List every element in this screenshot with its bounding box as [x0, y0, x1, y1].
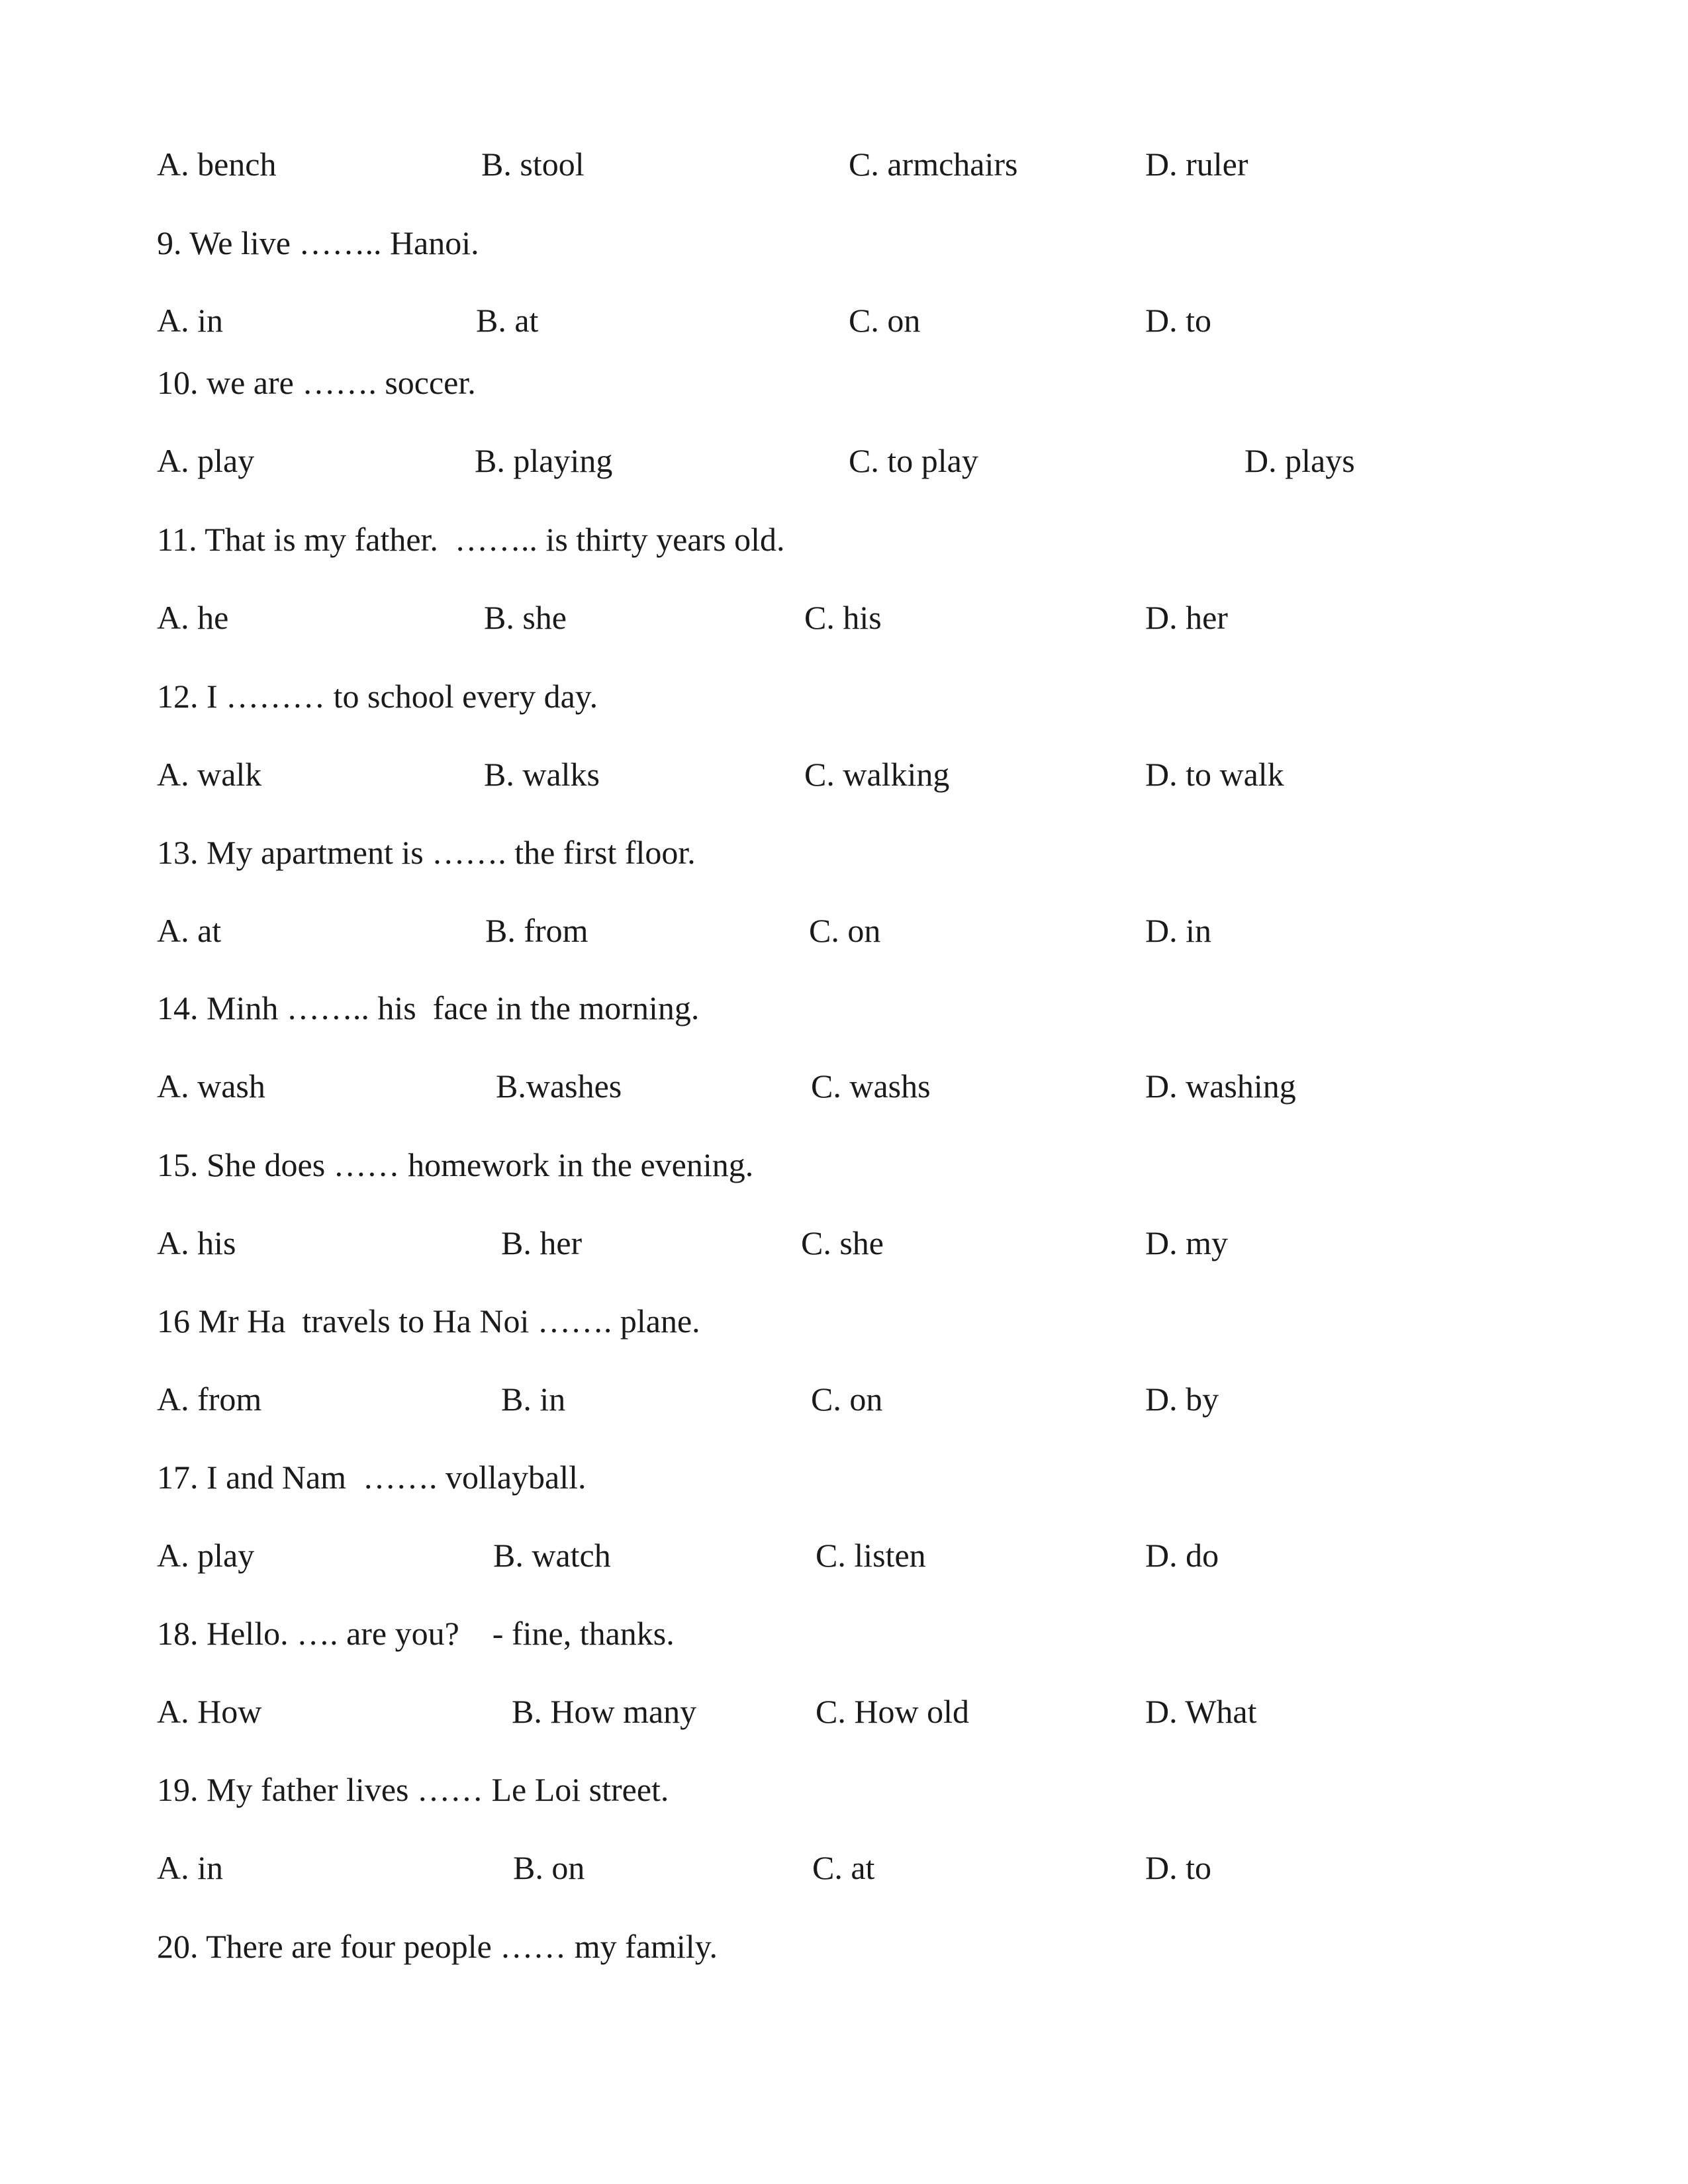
option-d: D. my [1145, 1224, 1228, 1261]
option-a: A. in [157, 1849, 223, 1886]
option-c: C. on [811, 1381, 883, 1418]
answer-options [0, 1220, 1688, 1266]
option-a: A. his [157, 1224, 236, 1261]
option-d: D. her [1145, 599, 1228, 636]
question-text: 12. I ……… to school every day. [157, 678, 598, 715]
option-c: C. on [849, 302, 921, 339]
question-text: 10. we are ……. soccer. [157, 364, 476, 401]
option-c: C. she [801, 1224, 884, 1261]
option-b: B. her [501, 1224, 583, 1261]
option-a: A. he [157, 599, 229, 636]
question-line [0, 516, 1688, 563]
answer-options [0, 907, 1688, 954]
question-line [0, 829, 1688, 876]
question-line [0, 359, 1688, 406]
question-text: 14. Minh …….. his face in the morning. [157, 989, 700, 1026]
option-a: A. bench [157, 146, 277, 183]
option-d: D. to [1145, 302, 1211, 339]
answer-options [0, 1688, 1688, 1735]
option-a: A. play [157, 442, 255, 479]
option-d: D. to walk [1145, 756, 1284, 793]
option-d: D. do [1145, 1537, 1219, 1574]
option-d: D. to [1145, 1849, 1211, 1886]
option-c: C. at [812, 1849, 875, 1886]
question-text: 9. We live …….. Hanoi. [157, 224, 479, 261]
answer-options [0, 1376, 1688, 1422]
question-line [0, 1766, 1688, 1813]
option-c: C. washs [811, 1068, 931, 1105]
question-text: 19. My father lives …… Le Loi street. [157, 1771, 669, 1808]
option-c: C. armchairs [849, 146, 1018, 183]
answer-options [0, 1063, 1688, 1109]
answer-options [0, 751, 1688, 797]
question-line [0, 1142, 1688, 1188]
option-a: A. in [157, 302, 223, 339]
option-c: C. listen [816, 1537, 926, 1574]
option-b: B. walks [484, 756, 600, 793]
option-d: D. washing [1145, 1068, 1296, 1105]
option-d: D. in [1145, 912, 1211, 949]
option-b: B. at [476, 302, 539, 339]
answer-options [0, 297, 1688, 343]
question-text: 16 Mr Ha travels to Ha Noi ……. plane. [157, 1302, 700, 1340]
question-line [0, 673, 1688, 719]
option-d: D. plays [1244, 442, 1355, 479]
question-text: 17. I and Nam ……. vollayball. [157, 1459, 586, 1496]
answer-options [0, 141, 1688, 187]
option-a: A. play [157, 1537, 255, 1574]
option-c: C. on [809, 912, 881, 949]
question-line [0, 1923, 1688, 1970]
option-a: A. How [157, 1693, 262, 1730]
option-b: B. watch [493, 1537, 611, 1574]
option-b: B. from [485, 912, 588, 949]
option-b: B.washes [496, 1068, 622, 1105]
question-line [0, 1454, 1688, 1500]
question-text: 13. My apartment is ……. the first floor. [157, 834, 696, 871]
option-b: B. playing [475, 442, 613, 479]
option-b: B. in [501, 1381, 566, 1418]
option-d: D. What [1145, 1693, 1257, 1730]
option-b: B. stool [481, 146, 585, 183]
option-b: B. she [484, 599, 567, 636]
question-line [0, 985, 1688, 1031]
option-d: D. by [1145, 1381, 1219, 1418]
question-line [0, 220, 1688, 266]
answer-options [0, 594, 1688, 641]
option-a: A. wash [157, 1068, 265, 1105]
question-text: 15. She does …… homework in the evening. [157, 1146, 754, 1183]
option-c: C. his [804, 599, 882, 636]
answer-options [0, 1844, 1688, 1891]
question-text: 11. That is my father. …….. is thirty years old. [157, 521, 785, 558]
option-a: A. from [157, 1381, 262, 1418]
option-c: C. How old [816, 1693, 969, 1730]
question-line [0, 1610, 1688, 1657]
question-text: 18. Hello. …. are you? - fine, thanks. [157, 1615, 675, 1652]
option-b: B. on [513, 1849, 585, 1886]
option-c: C. to play [849, 442, 978, 479]
option-d: D. ruler [1145, 146, 1248, 183]
option-a: A. at [157, 912, 222, 949]
question-line [0, 1298, 1688, 1344]
answer-options [0, 437, 1688, 484]
option-c: C. walking [804, 756, 950, 793]
answer-options [0, 1532, 1688, 1578]
option-b: B. How many [512, 1693, 697, 1730]
question-text: 20. There are four people …… my family. [157, 1928, 718, 1965]
option-a: A. walk [157, 756, 262, 793]
